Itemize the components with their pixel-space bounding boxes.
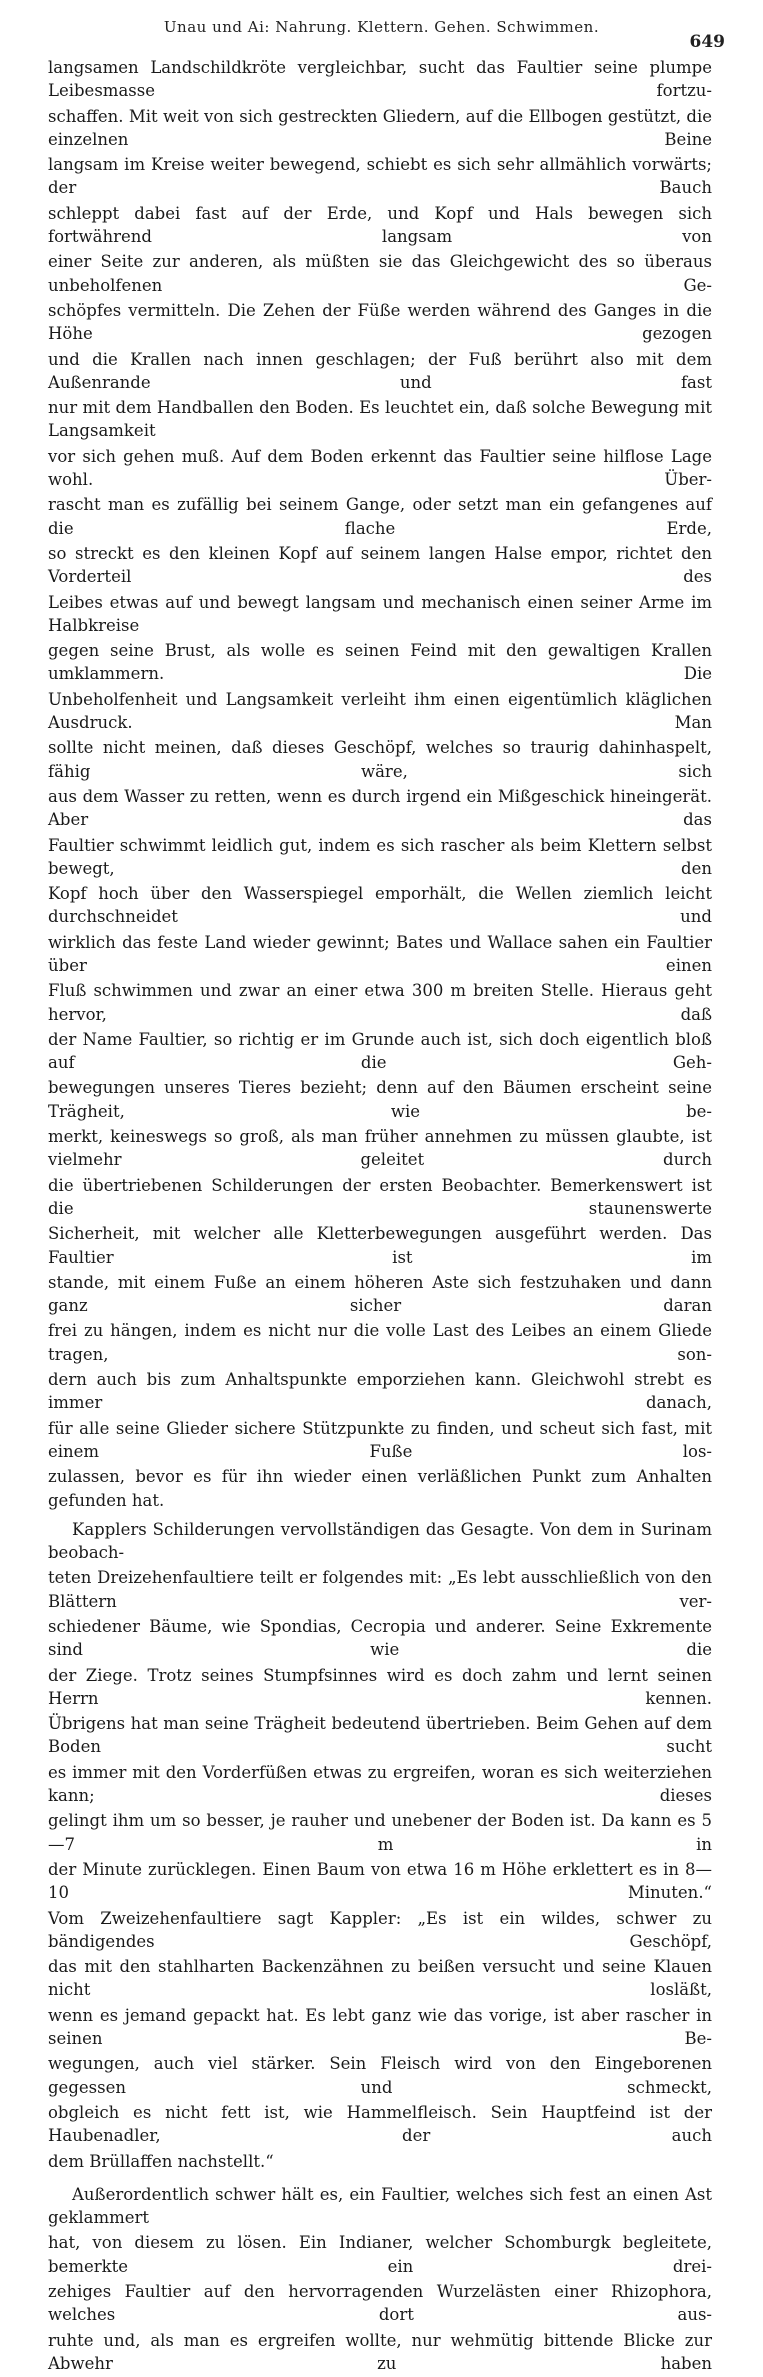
running-header bbox=[30, 18, 733, 52]
text-line: schleppt dabei fast auf der Erde, und Kopf und Hals bewegen sich fortwährend langsam von bbox=[48, 203, 712, 247]
text-line: so streckt es den kleinen Kopf auf seinem langen Halse empor, richtet den Vorderteil des bbox=[48, 543, 712, 587]
text-line: der Ziege. Trotz seines Stumpfsinnes wird es doch zahm und lernt seinen Herrn kennen. bbox=[48, 1665, 712, 1708]
text-line: zehiges Faultier auf den hervorragenden Wurzelästen einer Rhizophora, welches dort aus- bbox=[48, 2282, 712, 2325]
text-line: Vom Zweizehenfaultiere sagt Kappler: „Es ist ein wildes, schwer zu bändigendes Geschöpf, bbox=[48, 1908, 712, 1951]
text-line: Sicherheit, mit welcher alle Kletterbewegungen ausgeführt werden. Das Faultier ist im bbox=[48, 1224, 712, 1267]
text-line: Außerordentlich schwer hält es, ein Faultier, welches sich fest an einen Ast geklammert bbox=[48, 2184, 712, 2228]
text-line: nur mit dem Handballen den Boden. Es leuchtet ein, daß solche Bewegung mit Langsamkeit bbox=[48, 398, 712, 441]
text-line: schiedener Bäume, wie Spondias, Cecropia und anderer. Seine Exkremente sind wie die bbox=[48, 1617, 712, 1660]
text-line: Fluß schwimmen und zwar an einer etwa 300 m breiten Stelle. Hieraus geht hervor, daß bbox=[48, 981, 712, 1024]
text-line: der Minute zurücklegen. Einen Baum von etwa 16 m Höhe erklettert es in 8—10 Minuten.“ bbox=[48, 1859, 712, 1903]
text-line: dern auch bis zum Anhaltspunkte emporziehen kann. Gleichwohl strebt es immer danach, bbox=[48, 1370, 712, 1413]
text-line: stande, mit einem Fuße an einem höheren Aste sich festzuhaken und dann ganz sicher daran bbox=[48, 1272, 712, 1316]
text-line: der Name Faultier, so richtig er im Grunde auch ist, sich doch eigentlich bloß auf die Geh- bbox=[48, 1029, 712, 1073]
text-line: teten Dreizehenfaultiere teilt er folgendes mit: „Es lebt ausschließlich von den Blättern ver- bbox=[48, 1568, 712, 1611]
text-line: Unbeholfenheit und Langsamkeit verleiht ihm einen eigentümlich kläglichen Ausdruck. Man bbox=[48, 689, 712, 733]
header-title: Unau und Ai: Nahrung. Klettern. Gehen. Schwimmen. bbox=[163, 18, 600, 36]
body-text bbox=[48, 56, 712, 2377]
text-line: dem Brüllaffen nachstellt.“ bbox=[48, 2151, 274, 2171]
text-line: für alle seine Glieder sichere Stützpunkte zu finden, und scheut sich fast, mit einem Fuße los- bbox=[48, 1418, 712, 1461]
text-line: langsam im Kreise weiter bewegend, schiebt es sich sehr allmählich vorwärts; der Bauch bbox=[48, 155, 712, 198]
text-line: Kapplers Schilderungen vervollständigen das Gesagte. Von dem in Surinam beobach- bbox=[48, 1519, 712, 1563]
text-line: gelingt ihm um so besser, je rauher und unebener der Boden ist. Da kann es 5—7 m in bbox=[48, 1811, 712, 1854]
text-line: bewegungen unseres Tieres bezieht; denn auf den Bäumen erscheint seine Trägheit, wie be- bbox=[48, 1078, 712, 1121]
text-line: wenn es jemand gepackt hat. Es lebt ganz wie das vorige, ist aber rascher in seinen Be- bbox=[48, 2005, 712, 2049]
text-line: wegungen, auch viel stärker. Sein Fleisch wird von den Eingeborenen gegessen und schmeckt, bbox=[48, 2054, 712, 2097]
page-number: 649 bbox=[689, 32, 725, 52]
text-line: gegen seine Brust, als wolle es seinen Feind mit den gewaltigen Krallen umklammern. Die bbox=[48, 641, 712, 684]
text-line: hat, von diesem zu lösen. Ein Indianer, welcher Schomburgk begleitete, bemerkte ein drei- bbox=[48, 2233, 712, 2276]
text-line: zulassen, bevor es für ihn wieder einen verläßlichen Punkt zum Anhalten gefunden hat. bbox=[48, 1467, 712, 1510]
paragraph-3 bbox=[48, 2183, 712, 2375]
text-line: wirklich das feste Land wieder gewinnt; Bates und Wallace sahen ein Faultier über einen bbox=[48, 932, 712, 975]
text-line: ruhte und, als man es ergreifen wollte, nur wehmütig bittende Blicke zur Abwehr zu haben bbox=[48, 2330, 712, 2373]
text-line: merkt, keineswegs so groß, als man früher annehmen zu müssen glaubte, ist vielmehr geleitet durch bbox=[48, 1127, 712, 1170]
text-line: Kopf hoch über den Wasserspiegel emporhält, die Wellen ziemlich leicht durchschneidet und bbox=[48, 884, 712, 927]
text-line: langsamen Landschildkröte vergleichbar, sucht das Faultier seine plumpe Leibesmasse fortzu- bbox=[48, 58, 712, 101]
text-line: obgleich es nicht fett ist, wie Hammelfleisch. Sein Hauptfeind ist der Haubenadler, der auch bbox=[48, 2102, 712, 2146]
text-line: aus dem Wasser zu retten, wenn es durch irgend ein Mißgeschick hineingerät. Aber das bbox=[48, 786, 712, 830]
text-line: Leibes etwas auf und bewegt langsam und mechanisch einen seiner Arme im Halbkreise bbox=[48, 592, 712, 635]
text-line: einer Seite zur anderen, als müßten sie das Gleichgewicht des so überaus unbeholfenen Ge- bbox=[48, 252, 712, 295]
text-line: Übrigens hat man seine Trägheit bedeutend übertrieben. Beim Gehen auf dem Boden sucht bbox=[48, 1714, 712, 1757]
text-line: es immer mit den Vorderfüßen etwas zu ergreifen, woran es sich weiterziehen kann; dieses bbox=[48, 1762, 712, 1806]
text-line: schöpfes vermitteln. Die Zehen der Füße werden während des Ganges in die Höhe gezogen bbox=[48, 300, 712, 344]
text-line: vor sich gehen muß. Auf dem Boden erkennt das Faultier seine hilflose Lage wohl. Über- bbox=[48, 446, 712, 490]
paragraph-2 bbox=[48, 1518, 712, 2173]
text-line: Faultier schwimmt leidlich gut, indem es sich rascher als beim Klettern selbst bewegt, den bbox=[48, 835, 712, 878]
paragraph-1 bbox=[48, 56, 712, 1512]
text-line: frei zu hängen, indem es nicht nur die volle Last des Leibes an einem Gliede tragen, son- bbox=[48, 1321, 712, 1364]
text-line: die übertriebenen Schilderungen der ersten Beobachter. Bemerkenswert ist die staunenswerte bbox=[48, 1175, 712, 1218]
text-line: rascht man es zufällig bei seinem Gange, oder setzt man ein gefangenes auf die flache Erde, bbox=[48, 495, 712, 538]
text-line: und die Krallen nach innen geschlagen; der Fuß berührt also mit dem Außenrande und fast bbox=[48, 349, 712, 392]
text-line: schaffen. Mit weit von sich gestreckten Gliedern, auf die Ellbogen gestützt, die einzelnen Beine bbox=[48, 106, 712, 149]
text-line: sollte nicht meinen, daß dieses Geschöpf, welches so traurig dahinhaspelt, fähig wäre, sich bbox=[48, 738, 712, 781]
text-line: das mit den stahlharten Backenzähnen zu beißen versucht und seine Klauen nicht losläßt, bbox=[48, 1957, 712, 2000]
